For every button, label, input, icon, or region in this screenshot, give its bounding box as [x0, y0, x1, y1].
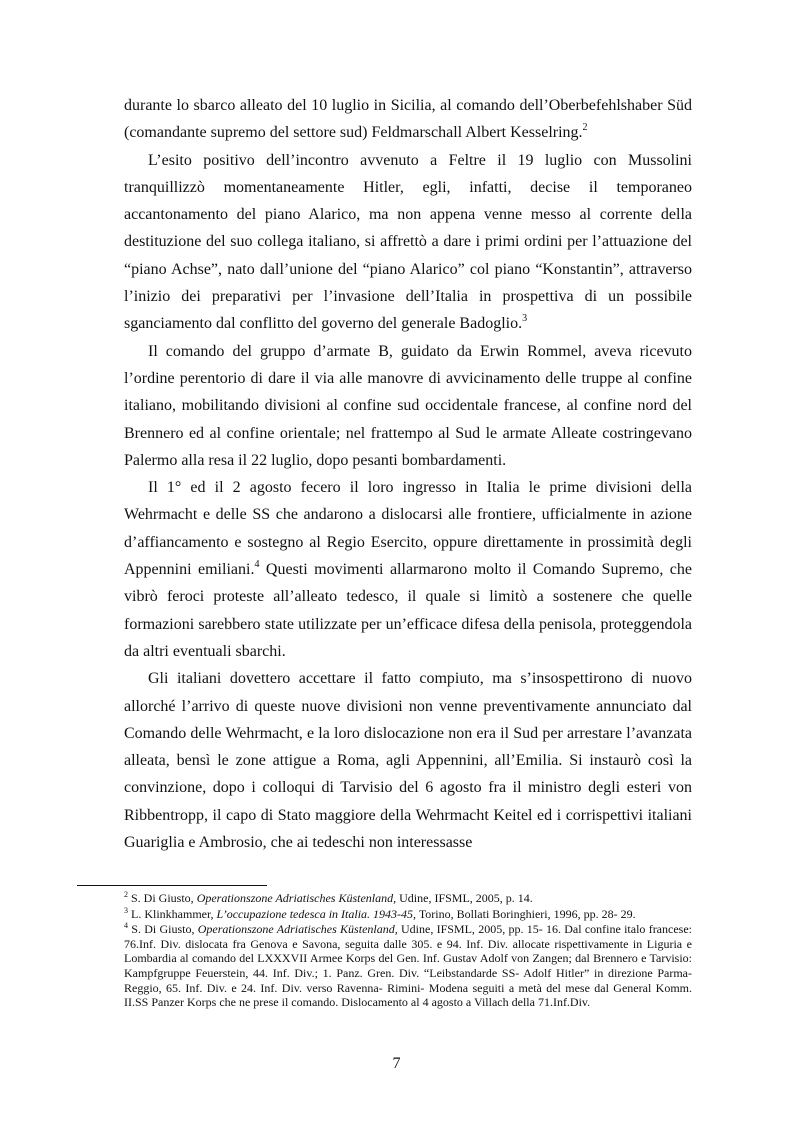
paragraph: Il comando del gruppo d’armate B, guidato da Erwin Rommel, aveva ricevuto l’ordine perentorio di dare il via alle manovre di avvicinamento delle truppe al confine italiano, mobilitando divisioni al confine sud occidentale francese, al confine nord del Brennero ed al confine orientale; nel frattempo al Sud le armate Alleate costringevano Palermo alla resa il 22 luglio, dopo pesanti bombardamenti. [124, 342, 692, 469]
paragraph: durante lo sbarco alleato del 10 luglio in Sicilia, al comando dell’Oberbefehlshaber Süd (comandante supremo del settore sud) Feldmarschall Albert Kesselring.$^2$ [124, 97, 692, 142]
page-number: 7 [392, 1055, 401, 1072]
footnotes [124, 891, 692, 1011]
footnote-number: 2 [124, 890, 128, 899]
paragraph: Il 1° ed il 2 agosto fecero il loro ingresso in Italia le prime divisioni della Wehrmacht e delle SS che andarono a dislocarsi alle frontiere, ufficialmente in azione d’affiancamento e sostegno al Regio Esercito, oppure direttamente in prossimità degli Appennini emiliani.$^4$ Questi movimenti allarmarono molto il Comando Supremo, che vibrò feroci proteste all’alleato tedesco, il quale si limitò a sostenere che quelle formazioni sarebbero state utilizzate per un’efficace difesa della penisola, proteggendola da altri eventuali sbarchi. [124, 479, 692, 660]
footnote-separator [77, 885, 267, 886]
footnote: $^4$ S. Di Giusto, Operationszone Adriatisches Küstenland, Udine, IFSML, 2005, pp. 15- 16. Dal confine italo francese: 76.Inf. Div. dislocata fra Genova e Savona, seguita dalle 305. e 94. Inf. Div. allocate rispettivamente in Liguria e Lombardia al comando del LXXXVII Armee Korps del Gen. Inf. Gustav Adolf von Zangen; dal Brennero e Tarvisio: Kampfgruppe Feuerstein, 44. Inf. Div.; 1. Panz. Gren. Div. “Leibstandarde SS- Adolf Hitler” in direzione Parma- Reggio, 65. Inf. Div. e 24. Inf. Div. verso Ravenna- Rimini- Modena seguiti a metà del mese dal General Komm. II.SS Panzer Korps che ne prese il comando. Dislocamento al 4 agosto a Villach della 71.Inf.Div. [124, 921, 692, 1010]
footnote-ref[interactable]: 2 [582, 122, 588, 134]
paragraph: L’esito positivo dell’incontro avvenuto a Feltre il 19 luglio con Mussolini tranquillizzò momentaneamente Hitler, egli, infatti, decise il temporaneo accantonamento del piano Alarico, ma non appena venne messo al corrente della destituzione del suo collega italiano, si affrettò a dare i primi ordini per l’attuazione del “piano Achse”, nato dall’unione del “piano Alarico” col piano “Konstantin”, attraverso l’inizio dei preparativi per l’invasione dell’Italia in prospettiva di un possibile sganciamento dal conflitto del governo del generale Badoglio.$^3$ [124, 151, 692, 333]
footnote-ref[interactable]: 4 [254, 559, 260, 571]
footnote-number: 3 [124, 905, 128, 915]
footnote: $^2$ S. Di Giusto, Operationszone Adriatisches Küstenland, Udine, IFSML, 2005, p. 14. [124, 890, 533, 905]
body-text [124, 92, 692, 856]
footnote-number: 4 [124, 921, 128, 931]
paragraph: Gli italiani dovettero accettare il fatto compiuto, ma s’insospettirono di nuovo allorché l’arrivo di queste nuove divisioni non venne preventivamente annunciato dal Comando delle Wehrmacht, e la loro dislocazione non era il Sud per arrestare l’avanzata alleata, bensì le zone attigue a Roma, agli Appennini, all’Emilia. Si instaurò così la convinzione, dopo i colloqui di Tarvisio del 6 agosto fra il ministro degli esteri von Ribbentropp, il capo di Stato maggiore della Wehrmacht Keitel ed i corrispettivi italiani Guariglia e Ambrosio, che ai tedeschi non interessasse [124, 670, 692, 852]
footnote: $^3$ L. Klinkhammer, L’occupazione tedesca in Italia. 1943-45, Torino, Bollati Boringhieri, 1996, pp. 28- 29. [124, 905, 636, 921]
footnote-ref[interactable]: 3 [522, 313, 528, 325]
